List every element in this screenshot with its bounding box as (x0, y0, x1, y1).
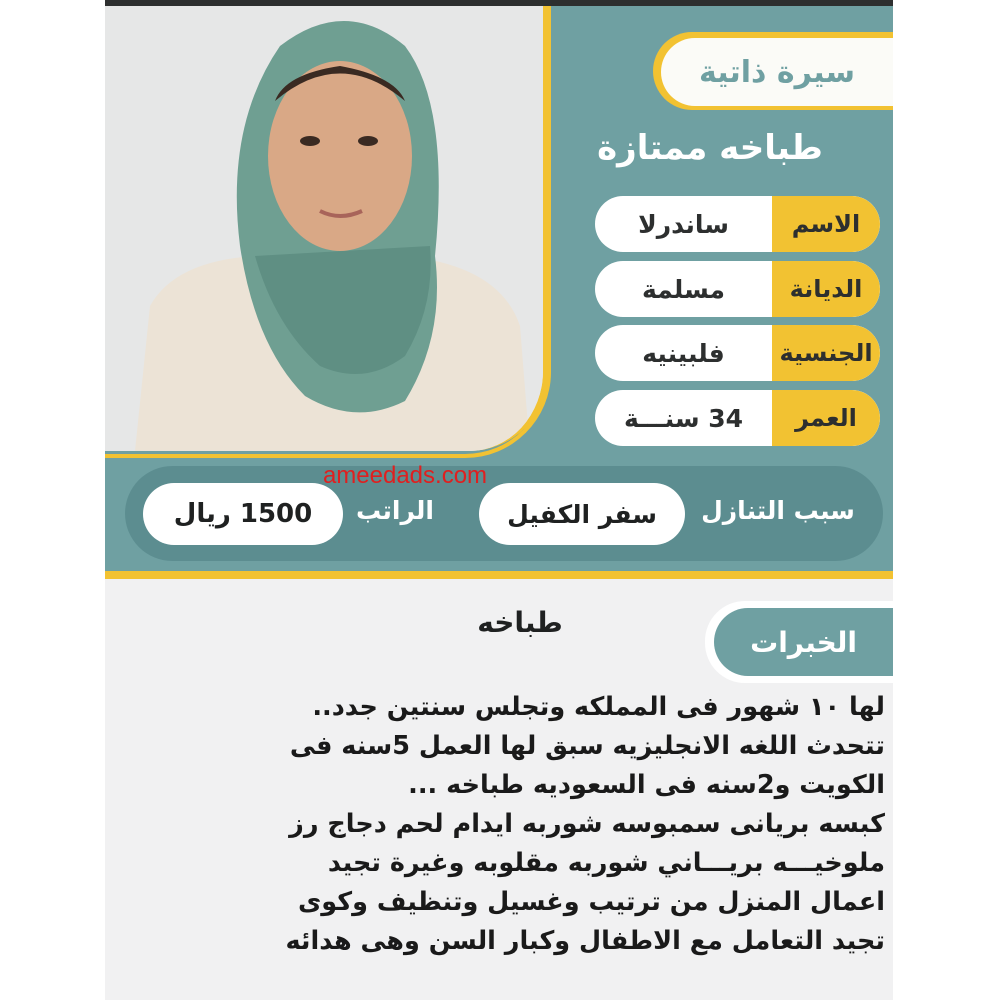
job-subtitle: طباخه ممتازة (597, 128, 823, 168)
cv-card (105, 0, 893, 1000)
field-age-label: العمر (772, 390, 880, 446)
field-name-label: الاسم (772, 196, 880, 252)
watermark-text: ameedads.com (322, 462, 488, 489)
description-line: اعمال المنزل من ترتيب وغسيل وتنظيف وكوى (297, 887, 885, 917)
field-name-value: ساندرلا (638, 209, 729, 239)
field-nationality (595, 325, 880, 381)
release-reason-value: سفر الكفيل (479, 483, 685, 545)
field-name (595, 196, 880, 252)
description-line: تجيد التعامل مع الاطفال وكبار السن وهى هدائه (285, 926, 885, 956)
profile-photo (105, 6, 549, 451)
field-age (595, 390, 880, 446)
description-line: ملوخيـــه بريـــاني شوربه مقلوبه وغيرة تجيد (327, 848, 885, 878)
salary-value: 1500 ريال (143, 483, 343, 545)
gold-divider (105, 571, 893, 579)
field-religion-label: الديانة (772, 261, 880, 317)
experience-tab: الخبرات (714, 608, 893, 676)
field-religion (595, 261, 880, 317)
field-nationality-label: الجنسية (772, 325, 880, 381)
experience-description (153, 688, 885, 961)
description-line: كبسه بريانى سمبوسه شوربه ايدام لحم دجاج رز (289, 809, 885, 839)
portrait-illustration (105, 6, 543, 451)
salary-label: الراتب (356, 496, 434, 525)
release-reason-label: سبب التنازل (701, 496, 855, 525)
description-line: لها ١٠ شهور فى المملكه وتجلس سنتين جدد.. (312, 692, 885, 722)
field-age-value: 34 سنـــة (623, 403, 744, 433)
field-religion-value: مسلمة (641, 274, 726, 304)
page-title: سيرة ذاتية (661, 38, 893, 106)
field-nationality-value: فلبينيه (642, 338, 725, 368)
experience-job: طباخه (477, 606, 563, 639)
description-line: تتحدث اللغه الانجليزيه سبق لها العمل 5سنه فى (289, 731, 885, 761)
description-line: الكويت و2سنه فى السعوديه طباخه ... (408, 770, 885, 800)
